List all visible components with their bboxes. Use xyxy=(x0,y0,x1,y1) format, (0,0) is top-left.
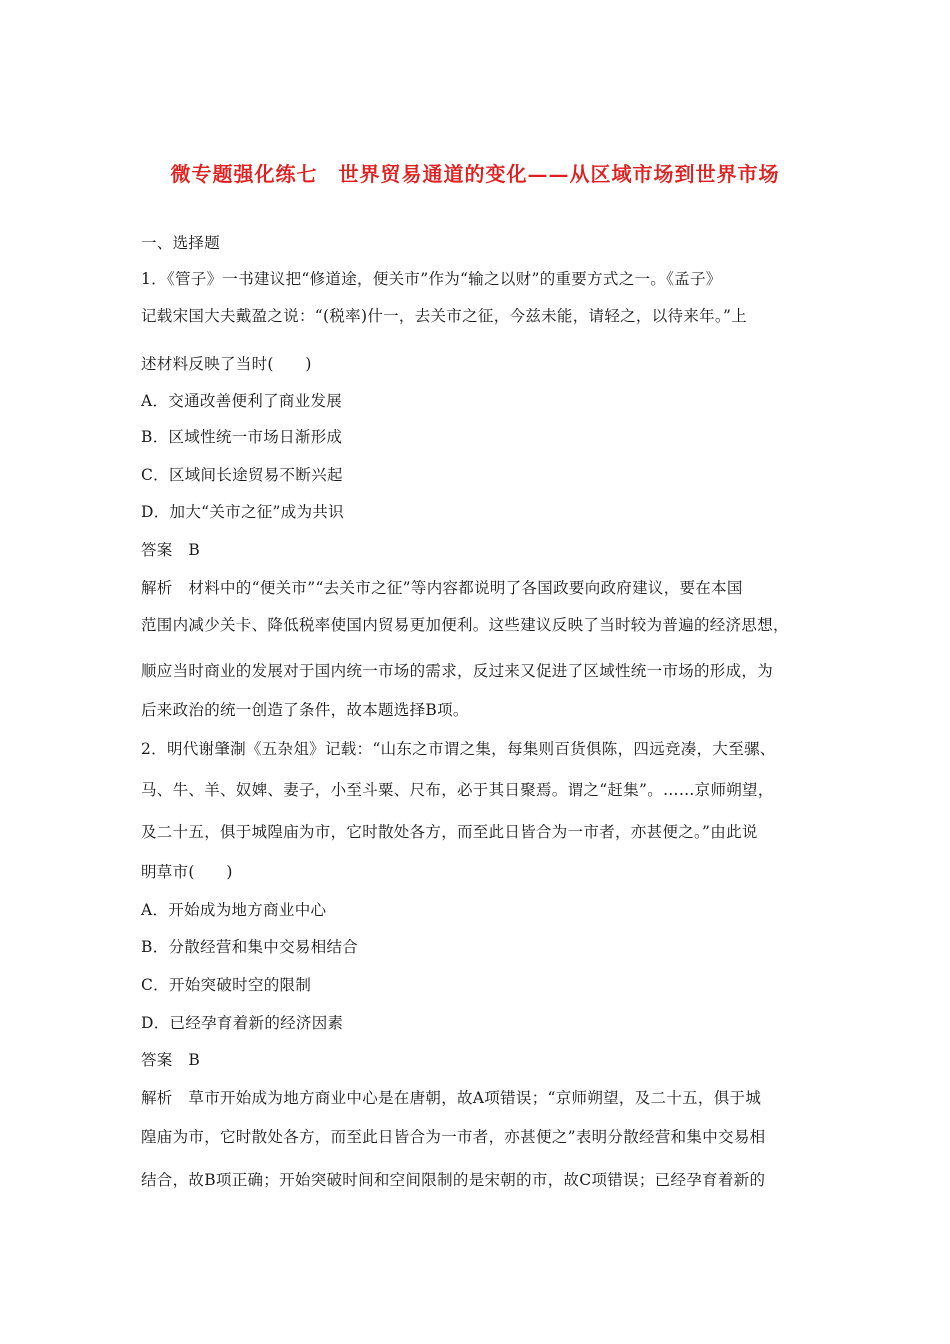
question-2-answer: 答案 B xyxy=(141,1051,201,1069)
question-1-option-d: D．加大“关市之征”成为共识 xyxy=(141,503,344,521)
question-2-analysis-line: 解析 草市开始成为地方商业中心是在唐朝，故A项错误；“京师朔望，及二十五，俱于城 xyxy=(141,1089,762,1107)
question-1-stem-line: 1．《管子》一书建议把“修道途，便关市”作为“输之以财”的重要方式之一。《孟子》 xyxy=(141,270,722,288)
question-2-stem-line: 明草市( ) xyxy=(141,863,233,881)
question-2-option-c: C．开始突破时空的限制 xyxy=(141,976,312,994)
question-2-stem-line: 及二十五，俱于城隍庙为市，它时散处各方，而至此日皆合为一市者，亦甚便之。”由此说 xyxy=(141,823,758,841)
question-2-analysis-line: 结合，故B项正确；开始突破时间和空间限制的是宋朝的市，故C项错误；已经孕育着新的 xyxy=(141,1171,766,1189)
question-2-stem-line: 马、牛、羊、奴婢、妻子，小至斗粟、尺布，必于其日聚焉。谓之“赶集”。……京师朔望， xyxy=(141,781,774,799)
question-2-option-d: D．已经孕育着新的经济因素 xyxy=(141,1014,344,1032)
question-1-analysis-line: 解析 材料中的“便关市”“去关市之征”等内容都说明了各国政要向政府建议，要在本国 xyxy=(141,579,743,597)
section-heading: 一、选择题 xyxy=(141,234,221,252)
page-title: 微专题强化练七 世界贸易通道的变化——从区域市场到世界市场 xyxy=(170,162,780,186)
question-1-stem-line: 述材料反映了当时( ) xyxy=(141,355,312,373)
question-2-option-b: B．分散经营和集中交易相结合 xyxy=(141,938,359,956)
question-2-stem-line: 2．明代谢肇淛《五杂俎》记载：“山东之市谓之集，每集则百货俱陈，四远竞凑，大至骡、 xyxy=(141,740,776,758)
question-1-analysis-line: 后来政治的统一创造了条件，故本题选择B项。 xyxy=(141,701,469,719)
question-1-stem-line: 记载宋国大夫戴盈之说：“(税率)什一，去关市之征，今兹未能，请轻之，以待来年。”上 xyxy=(141,307,747,325)
question-2-option-a: A．开始成为地方商业中心 xyxy=(141,901,327,919)
question-1-analysis-line: 范围内减少关卡、降低税率使国内贸易更加便利。这些建议反映了当时较为普遍的经济思想， xyxy=(141,616,789,634)
question-1-option-b: B．区域性统一市场日渐形成 xyxy=(141,428,343,446)
question-1-analysis-line: 顺应当时商业的发展对于国内统一市场的需求，反过来又促进了区域性统一市场的形成，为 xyxy=(141,662,774,680)
question-2-analysis-line: 隍庙为市，它时散处各方，而至此日皆合为一市者，亦甚便之”表明分散经营和集中交易相 xyxy=(141,1128,766,1146)
question-1-option-a: A．交通改善便利了商业发展 xyxy=(141,392,343,410)
question-1-option-c: C．区域间长途贸易不断兴起 xyxy=(141,466,343,484)
question-1-answer: 答案 B xyxy=(141,541,201,559)
